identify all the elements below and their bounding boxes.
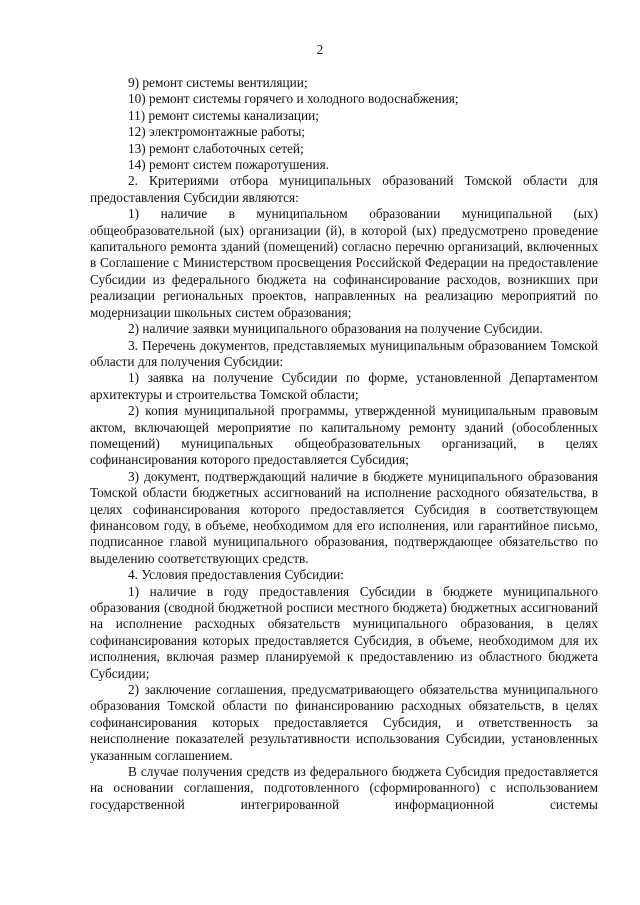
paragraph-item-11: 11) ремонт системы канализации;	[128, 107, 319, 123]
paragraph-criterion-1: 1) наличие в муниципальном образовании муниципальной (ых) общеобразовательной (ых) организации (й), в которой (ых) предусмотрено проведение капитального ремонта зданий (помещений) согласно перечню организаций, включенных в Соглашение с Министерством просвещения Российской Федерации на предоставление Субсидии из федерального бюджета на софинансирование расходов, возникших при реализации региональных проектов, направленных на реализацию мероприятий по модернизации школьных систем образования;	[90, 206, 598, 320]
paragraph-item-9: 9) ремонт системы вентиляции;	[128, 75, 308, 90]
paragraph-item-13: 13) ремонт слаботочных сетей;	[128, 140, 304, 156]
paragraph-federal-funds: В случае получения средств из федерального бюджета Субсидия предоставляется на основании соглашения, подготовленного (сформированного) с использованием государственной интегрированной информационной системы	[90, 764, 598, 812]
paragraph-document-3: 3) документ, подтверждающий наличие в бюджете муниципального образования Томской области бюджетных ассигнований на исполнение расходного обязательства, в целях софинансирования которого предоставляется Субсидия в соответствующем финансовом году, в объеме, необходимом для его исполнения, или гарантийное письмо, подписанное главой муниципального образования, подтверждающее обязательство по выделению соответствующих средств.	[90, 468, 598, 566]
paragraph-section-2: 2. Критериями отбора муниципальных образований Томской области для предоставления Субсидии являются:	[90, 173, 598, 205]
page-number: 2	[316, 42, 324, 57]
paragraph-criterion-2: 2) наличие заявки муниципального образования на получение Субсидии.	[128, 321, 543, 337]
paragraph-condition-2: 2) заключение соглашения, предусматривающего обязательства муниципального образования Томской области по финансированию расходных обязательств, в целях софинансирования которых предоставляется Субсидия, и ответственность за неисполнение показателей результативности использования Субсидии, установленных указанным соглашением.	[90, 682, 598, 763]
paragraph-document-1: 1) заявка на получение Субсидии по форме, установленной Департаментом архитектуры и строительства Томской области;	[90, 370, 598, 402]
paragraph-section-3: 3. Перечень документов, представляемых муниципальным образованием Томской области для получения Субсидии:	[90, 337, 598, 369]
paragraph-condition-1: 1) наличие в году предоставления Субсидии в бюджете муниципального образования (сводной бюджетной росписи местного бюджета) бюджетных ассигнований на исполнение расходных обязательств муниципального образования, в целях софинансирования которых предоставляется Субсидия, в объеме, необходимом для их исполнения, включая размер планируемой к предоставлению из областного бюджета Субсидии;	[90, 583, 598, 681]
paragraph-item-12: 12) электромонтажные работы;	[128, 124, 306, 140]
paragraph-section-4: 4. Условия предоставления Субсидии:	[128, 567, 344, 583]
paragraph-item-14: 14) ремонт систем пожаротушения.	[128, 157, 330, 173]
document-body	[90, 75, 598, 813]
paragraph-document-2: 2) копия муниципальной программы, утвержденной муниципальным правовым актом, включающей мероприятие по капитальному ремонту зданий (обособленных помещений) муниципальных общеобразовательных организаций, в целях софинансирования которого предоставляется Субсидия;	[90, 403, 598, 468]
paragraph-item-10: 10) ремонт системы горячего и холодного водоснабжения;	[128, 91, 459, 107]
